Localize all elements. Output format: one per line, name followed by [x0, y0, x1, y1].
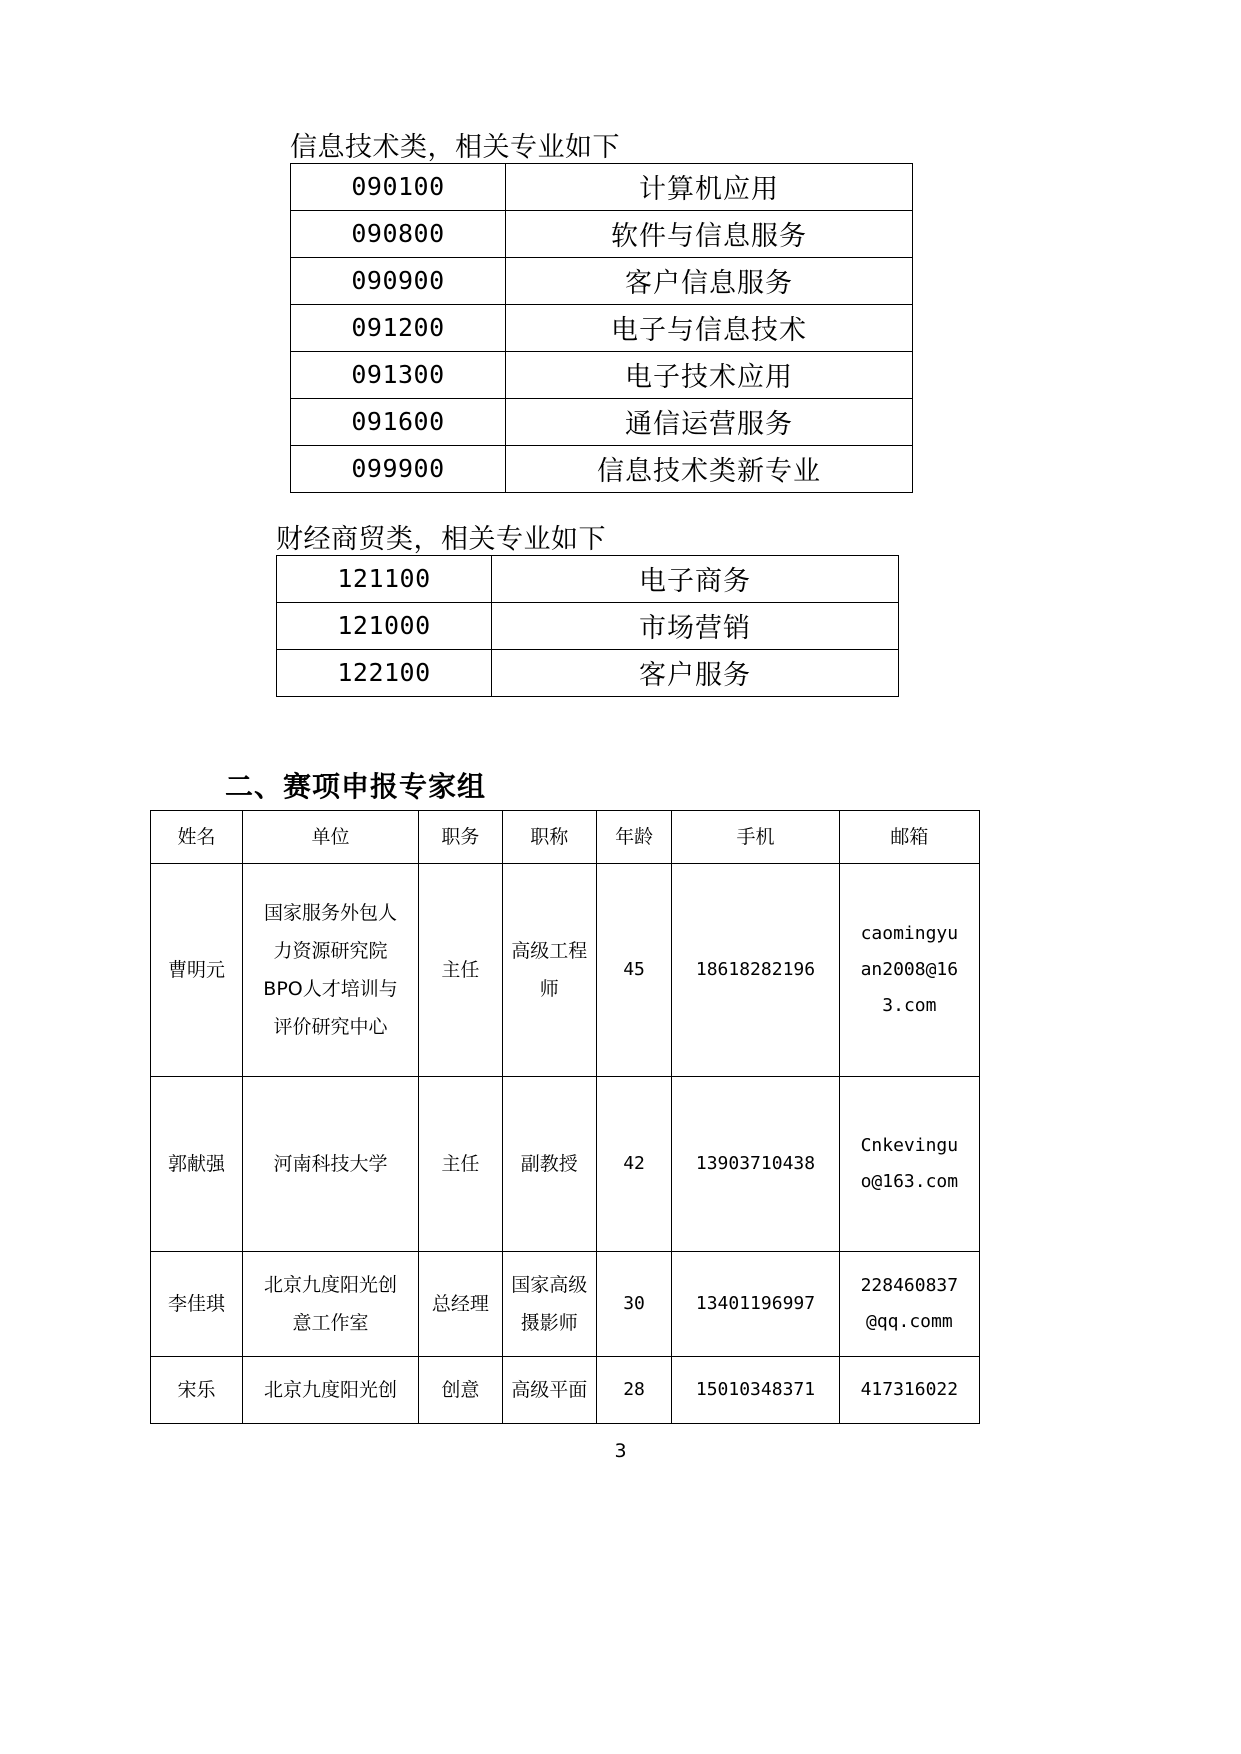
major-code: 090900	[291, 257, 506, 304]
expert-post: 总经理	[418, 1252, 502, 1357]
major-name: 客户信息服务	[506, 257, 913, 304]
major-name: 通信运营服务	[506, 398, 913, 445]
major-code: 091300	[291, 351, 506, 398]
expert-org-line: 评价研究中心	[273, 1016, 388, 1038]
expert-title-line: 摄影师	[520, 1312, 578, 1334]
expert-phone: 15010348371	[672, 1357, 839, 1424]
expert-org	[243, 1252, 419, 1357]
column-header-name: 姓名	[151, 811, 243, 864]
expert-name: 曹明元	[151, 864, 243, 1077]
column-header-phone: 手机	[672, 811, 839, 864]
expert-org-line: BPO人才培训与	[263, 978, 398, 1000]
expert-age: 42	[596, 1077, 671, 1252]
expert-org-line: 北京九度阳光创	[264, 1274, 398, 1296]
expert-post: 主任	[418, 1077, 502, 1252]
expert-org-line: 力资源研究院	[273, 940, 388, 962]
table-row	[151, 864, 980, 1077]
expert-title	[502, 1077, 596, 1252]
major-name: 市场营销	[492, 602, 899, 649]
major-code: 090800	[291, 210, 506, 257]
expert-email	[839, 1357, 979, 1424]
expert-title	[502, 864, 596, 1077]
column-header-post: 职务	[418, 811, 502, 864]
expert-email	[839, 1077, 979, 1252]
expert-phone: 13401196997	[672, 1252, 839, 1357]
major-name: 客户服务	[492, 649, 899, 696]
table-header-row	[151, 811, 980, 864]
expert-title	[502, 1357, 596, 1424]
table-row	[291, 257, 913, 304]
major-code: 121100	[277, 555, 492, 602]
expert-email-line: Cnkevingu	[860, 1135, 959, 1156]
table-row	[277, 649, 899, 696]
table-row	[277, 555, 899, 602]
table-row	[291, 445, 913, 492]
expert-phone: 13903710438	[672, 1077, 839, 1252]
major-name: 电子商务	[492, 555, 899, 602]
expert-email-line: an2008@16	[860, 959, 959, 980]
expert-title-line: 副教授	[520, 1153, 578, 1175]
it-category-heading: 信息技术类，相关专业如下	[290, 132, 620, 163]
major-name: 电子技术应用	[506, 351, 913, 398]
table-row	[151, 1252, 980, 1357]
expert-org-line: 北京九度阳光创	[264, 1379, 398, 1401]
major-code: 090100	[291, 163, 506, 210]
expert-title-line: 高级平面	[511, 1379, 588, 1401]
expert-age: 45	[596, 864, 671, 1077]
expert-org	[243, 1077, 419, 1252]
table-row	[291, 398, 913, 445]
expert-title-line: 国家高级	[511, 1274, 588, 1296]
expert-org-line: 意工作室	[292, 1312, 369, 1334]
major-name: 电子与信息技术	[506, 304, 913, 351]
major-code: 122100	[277, 649, 492, 696]
column-header-age: 年龄	[596, 811, 671, 864]
table-row	[291, 304, 913, 351]
column-header-email: 邮箱	[839, 811, 979, 864]
expert-title-line: 高级工程	[511, 940, 588, 962]
it-category-block	[290, 133, 913, 493]
expert-age: 28	[596, 1357, 671, 1424]
expert-org	[243, 864, 419, 1077]
expert-email	[839, 1252, 979, 1357]
table-row	[151, 1357, 980, 1424]
business-major-table	[276, 555, 899, 697]
expert-name: 李佳琪	[151, 1252, 243, 1357]
expert-email	[839, 864, 979, 1077]
expert-post: 主任	[418, 864, 502, 1077]
expert-section-heading: 二、赛项申报专家组	[225, 770, 487, 803]
it-major-table	[290, 163, 913, 493]
major-code: 121000	[277, 602, 492, 649]
expert-org	[243, 1357, 419, 1424]
expert-name: 郭献强	[151, 1077, 243, 1252]
expert-org-line: 国家服务外包人	[264, 902, 398, 924]
expert-group-table	[150, 810, 980, 1424]
expert-title-line: 师	[539, 978, 559, 1000]
expert-age: 30	[596, 1252, 671, 1357]
expert-table-wrap	[150, 810, 980, 1424]
table-row	[291, 163, 913, 210]
expert-post: 创意	[418, 1357, 502, 1424]
page-number: 3	[614, 1440, 627, 1462]
column-header-title: 职称	[502, 811, 596, 864]
expert-email-line: 228460837	[860, 1275, 959, 1296]
expert-phone: 18618282196	[672, 864, 839, 1077]
expert-email-line: 3.com	[882, 995, 937, 1016]
expert-name: 宋乐	[151, 1357, 243, 1424]
expert-email-line: caomingyu	[860, 923, 959, 944]
major-code: 091600	[291, 398, 506, 445]
table-row	[277, 602, 899, 649]
major-code: 091200	[291, 304, 506, 351]
major-name: 信息技术类新专业	[506, 445, 913, 492]
table-row	[151, 1077, 980, 1252]
major-name: 软件与信息服务	[506, 210, 913, 257]
expert-email-line: o@163.com	[860, 1171, 959, 1192]
expert-title	[502, 1252, 596, 1357]
expert-org-line: 河南科技大学	[273, 1153, 388, 1175]
table-row	[291, 351, 913, 398]
business-category-heading: 财经商贸类，相关专业如下	[276, 524, 606, 555]
business-category-block	[276, 525, 899, 697]
table-row	[291, 210, 913, 257]
major-code: 099900	[291, 445, 506, 492]
expert-section-heading-wrap	[225, 765, 486, 805]
column-header-org: 单位	[243, 811, 419, 864]
expert-email-line: 417316022	[860, 1379, 959, 1400]
expert-email-line: @qq.comm	[866, 1311, 953, 1332]
major-name: 计算机应用	[506, 163, 913, 210]
